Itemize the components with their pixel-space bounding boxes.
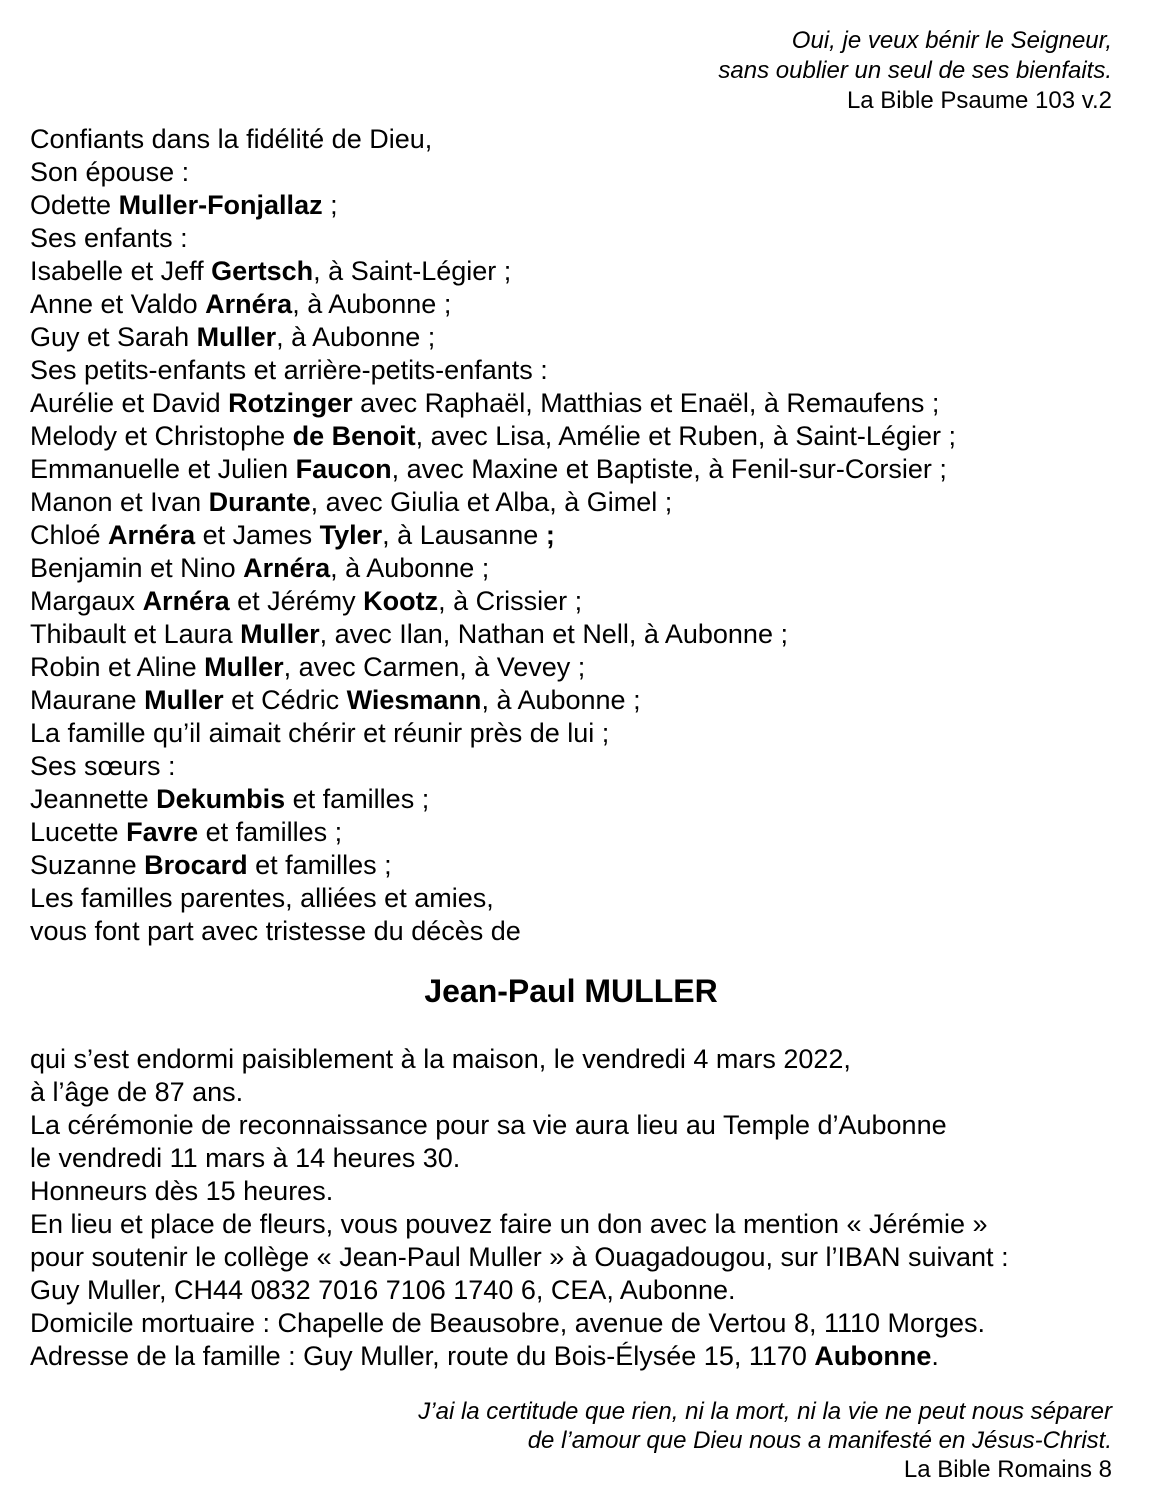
text-line: Isabelle et Jeff Gertsch, à Saint-Légier ;: [30, 256, 512, 286]
text-line: Oui, je veux bénir le Seigneur,: [791, 27, 1112, 54]
text-line: La Bible Psaume 103 v.2: [846, 87, 1112, 114]
text-line: Confiants dans la fidélité de Dieu,: [30, 124, 433, 154]
text-line: La cérémonie de reconnaissance pour sa vie aura lieu au Temple d’Aubonne: [30, 1110, 947, 1140]
text-line: de l’amour que Dieu nous a manifesté en Jésus-Christ.: [527, 1427, 1112, 1454]
text-line: Ses enfants :: [30, 223, 188, 253]
text-line: Jeannette Dekumbis et familles ;: [30, 784, 430, 814]
text-line: vous font part avec tristesse du décès de: [30, 916, 521, 946]
text-line: qui s’est endormi paisiblement à la maison, le vendredi 4 mars 2022,: [30, 1044, 851, 1074]
text-line: Chloé Arnéra et James Tyler, à Lausanne ;: [30, 520, 555, 550]
text-line: le vendredi 11 mars à 14 heures 30.: [30, 1143, 461, 1173]
text-line: Ses petits-enfants et arrière-petits-enfants :: [30, 355, 548, 385]
text-line: Emmanuelle et Julien Faucon, avec Maxine et Baptiste, à Fenil-sur-Corsier ;: [30, 454, 947, 484]
text-line: sans oublier un seul de ses bienfaits.: [718, 57, 1112, 84]
text-line: pour soutenir le collège « Jean-Paul Muller » à Ouagadougou, sur l’IBAN suivant :: [30, 1242, 1009, 1272]
deceased-name: Jean-Paul MULLER: [424, 973, 718, 1009]
text-line: Manon et Ivan Durante, avec Giulia et Alba, à Gimel ;: [30, 487, 673, 517]
text-line: La Bible Romains 8: [903, 1456, 1112, 1483]
bottom-quote: [30, 1397, 1112, 1484]
details-list: [30, 1043, 1112, 1373]
text-line: Suzanne Brocard et familles ;: [30, 850, 392, 880]
text-line: Melody et Christophe de Benoit, avec Lisa, Amélie et Ruben, à Saint-Légier ;: [30, 421, 956, 451]
text-line: Margaux Arnéra et Jérémy Kootz, à Crissier ;: [30, 586, 583, 616]
text-line: Guy Muller, CH44 0832 7016 7106 1740 6, CEA, Aubonne.: [30, 1275, 736, 1305]
text-line: Aurélie et David Rotzinger avec Raphaël, Matthias et Enaël, à Remaufens ;: [30, 388, 940, 418]
text-line: Ses sœurs :: [30, 751, 176, 781]
text-line: La famille qu’il aimait chérir et réunir près de lui ;: [30, 718, 610, 748]
text-line: Benjamin et Nino Arnéra, à Aubonne ;: [30, 553, 490, 583]
text-line: Odette Muller-Fonjallaz ;: [30, 190, 338, 220]
text-line: Guy et Sarah Muller, à Aubonne ;: [30, 322, 436, 352]
text-line: à l’âge de 87 ans.: [30, 1077, 244, 1107]
text-line: Anne et Valdo Arnéra, à Aubonne ;: [30, 289, 452, 319]
text-line: Maurane Muller et Cédric Wiesmann, à Aubonne ;: [30, 685, 641, 715]
text-line: Robin et Aline Muller, avec Carmen, à Vevey ;: [30, 652, 586, 682]
text-line: Domicile mortuaire : Chapelle de Beausobre, avenue de Vertou 8, 1110 Morges.: [30, 1308, 986, 1338]
text-line: Adresse de la famille : Guy Muller, route du Bois-Élysée 15, 1170 Aubonne.: [30, 1341, 939, 1371]
text-line: Lucette Favre et familles ;: [30, 817, 343, 847]
text-line: Honneurs dès 15 heures.: [30, 1176, 334, 1206]
text-line: Son épouse :: [30, 157, 190, 187]
text-line: Thibault et Laura Muller, avec Ilan, Nathan et Nell, à Aubonne ;: [30, 619, 788, 649]
text-line: Les familles parentes, alliées et amies,: [30, 883, 494, 913]
text-line: En lieu et place de fleurs, vous pouvez faire un don avec la mention « Jérémie »: [30, 1209, 988, 1239]
top-quote: [30, 26, 1112, 116]
text-line: J’ai la certitude que rien, ni la mort, ni la vie ne peut nous séparer: [418, 1398, 1112, 1425]
family-list: [30, 123, 1112, 948]
